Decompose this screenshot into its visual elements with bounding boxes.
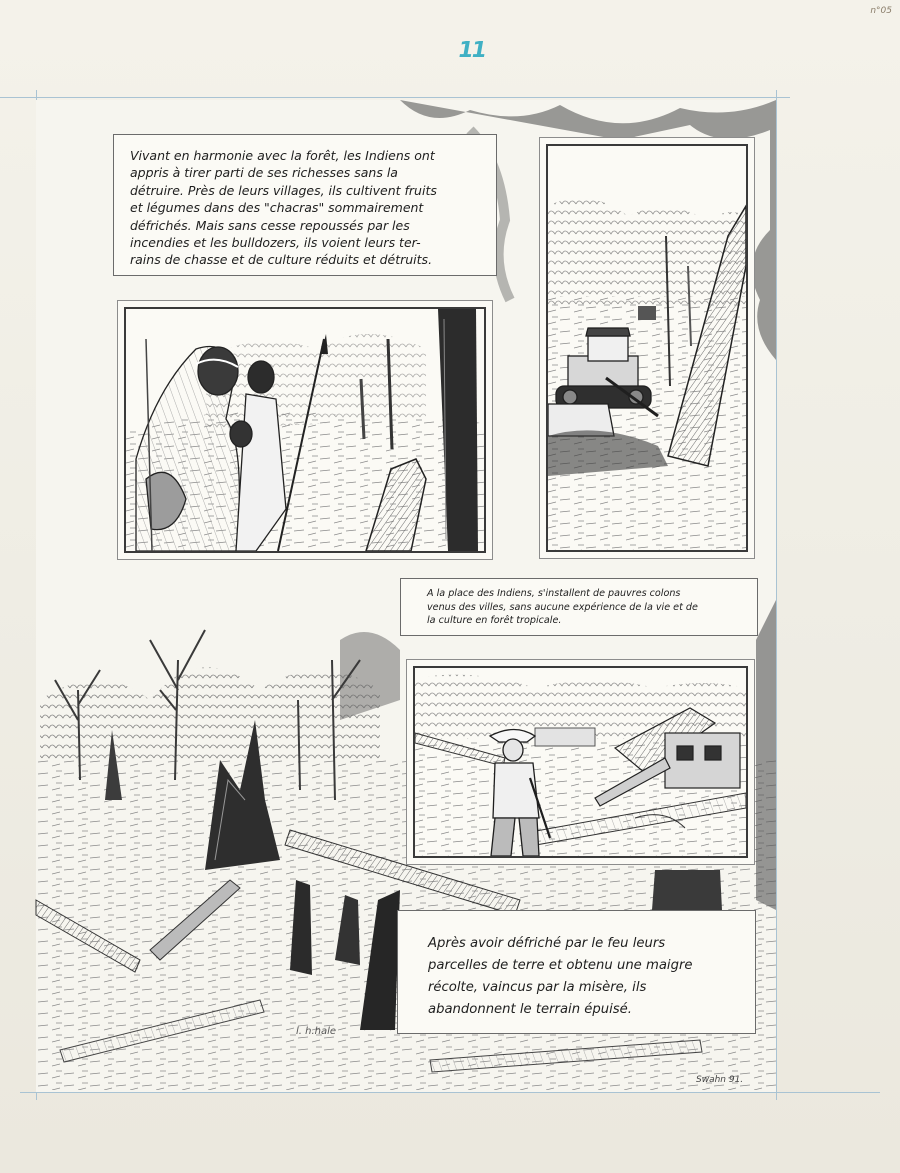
indians-panel	[124, 307, 486, 553]
bulldozer-panel	[546, 144, 748, 552]
settler-panel	[413, 666, 748, 858]
caption-bottom-text: Après avoir défriché par le feu leurs parcelles de terre et obtenu une maigre récolte, vaincus par la misère, ils abandonnent le terrain épuisé.	[428, 936, 693, 1017]
page-number: 11	[455, 38, 487, 63]
artist-signature: Swahn 91.	[696, 1075, 744, 1085]
caption-top	[113, 134, 497, 276]
pencil-scribble: l. h.hale	[296, 1026, 337, 1037]
settler-illustration	[415, 668, 746, 856]
indian-family-illustration	[126, 309, 484, 551]
caption-top-text: Vivant en harmonie avec la forêt, les Indiens ont appris à tirer parti de ses richesses sans la détruire. Près de leurs villages, ils cultivent fruits et légumes dans des "chacras" sommairement défrichés. Mais sans cesse repoussés par les incendies et les bulldozers, ils voient leurs ter- rains de chasse et de culture réduits et détruits.	[130, 148, 437, 268]
caption-middle	[400, 578, 758, 636]
caption-middle-text: A la place des Indiens, s'installent de pauvres colons venus des villes, sans aucune expérience de la vie et de la culture en forêt tropicale.	[427, 588, 698, 627]
caption-bottom	[397, 910, 756, 1034]
bulldozer-illustration	[548, 146, 746, 550]
corner-note: n°05	[870, 6, 892, 16]
